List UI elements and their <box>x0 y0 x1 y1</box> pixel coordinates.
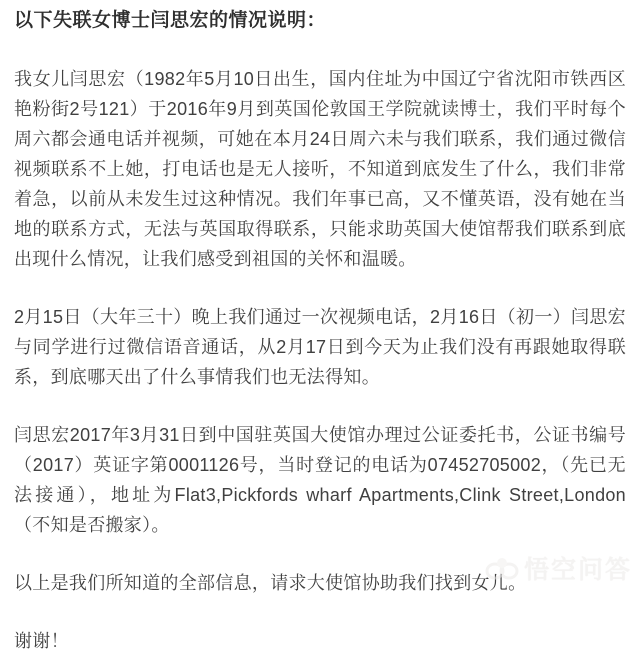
watermark-label: 悟空问答 <box>523 556 632 584</box>
paragraph-thanks: 谢谢！ <box>14 631 69 651</box>
paragraph-embassy-record: 闫思宏2017年3月31日到中国驻英国大使馆办理过公证委托书，公证书编号（2017）英证字第0001126号，当时登记的电话为07452705002，（先已无法接通），地址为Flat3,Pickfords wharf Apartments,Clink Street,London（不知是否搬家）。 <box>14 425 626 535</box>
paragraph-background: 我女儿闫思宏（1982年5月10日出生，国内住址为中国辽宁省沈阳市铁西区艳粉街2号121）于2016年9月到英国伦敦国王学院就读博士，我们平时每个周六都会通电话并视频，可她在本月24日周六未与我们联系，我们通过微信视频联系不上她，打电话也是无人接听，不知道到底发生了什么，我们非常着急，以前从未发生过这种情况。我们年事已高，又不懂英语，没有她在当地的联系方式，无法与英国取得联系，只能求助英国大使馆帮我们联系到底出现什么情况，让我们感受到祖国的关怀和温暖。 <box>14 69 626 269</box>
paragraph-request: 以上是我们所知道的全部信息，请求大使馆协助我们找到女儿。 <box>14 573 527 593</box>
paragraph-last-contact: 2月15日（大年三十）晚上我们通过一次视频电话，2月16日（初一）闫思宏与同学进行过微信语音通话，从2月17日到今天为止我们没有再跟她取得联系，到底哪天出了什么事情我们也无法得知。 <box>14 307 626 387</box>
document-title: 以下失联女博士闫思宏的情况说明： <box>14 10 327 31</box>
